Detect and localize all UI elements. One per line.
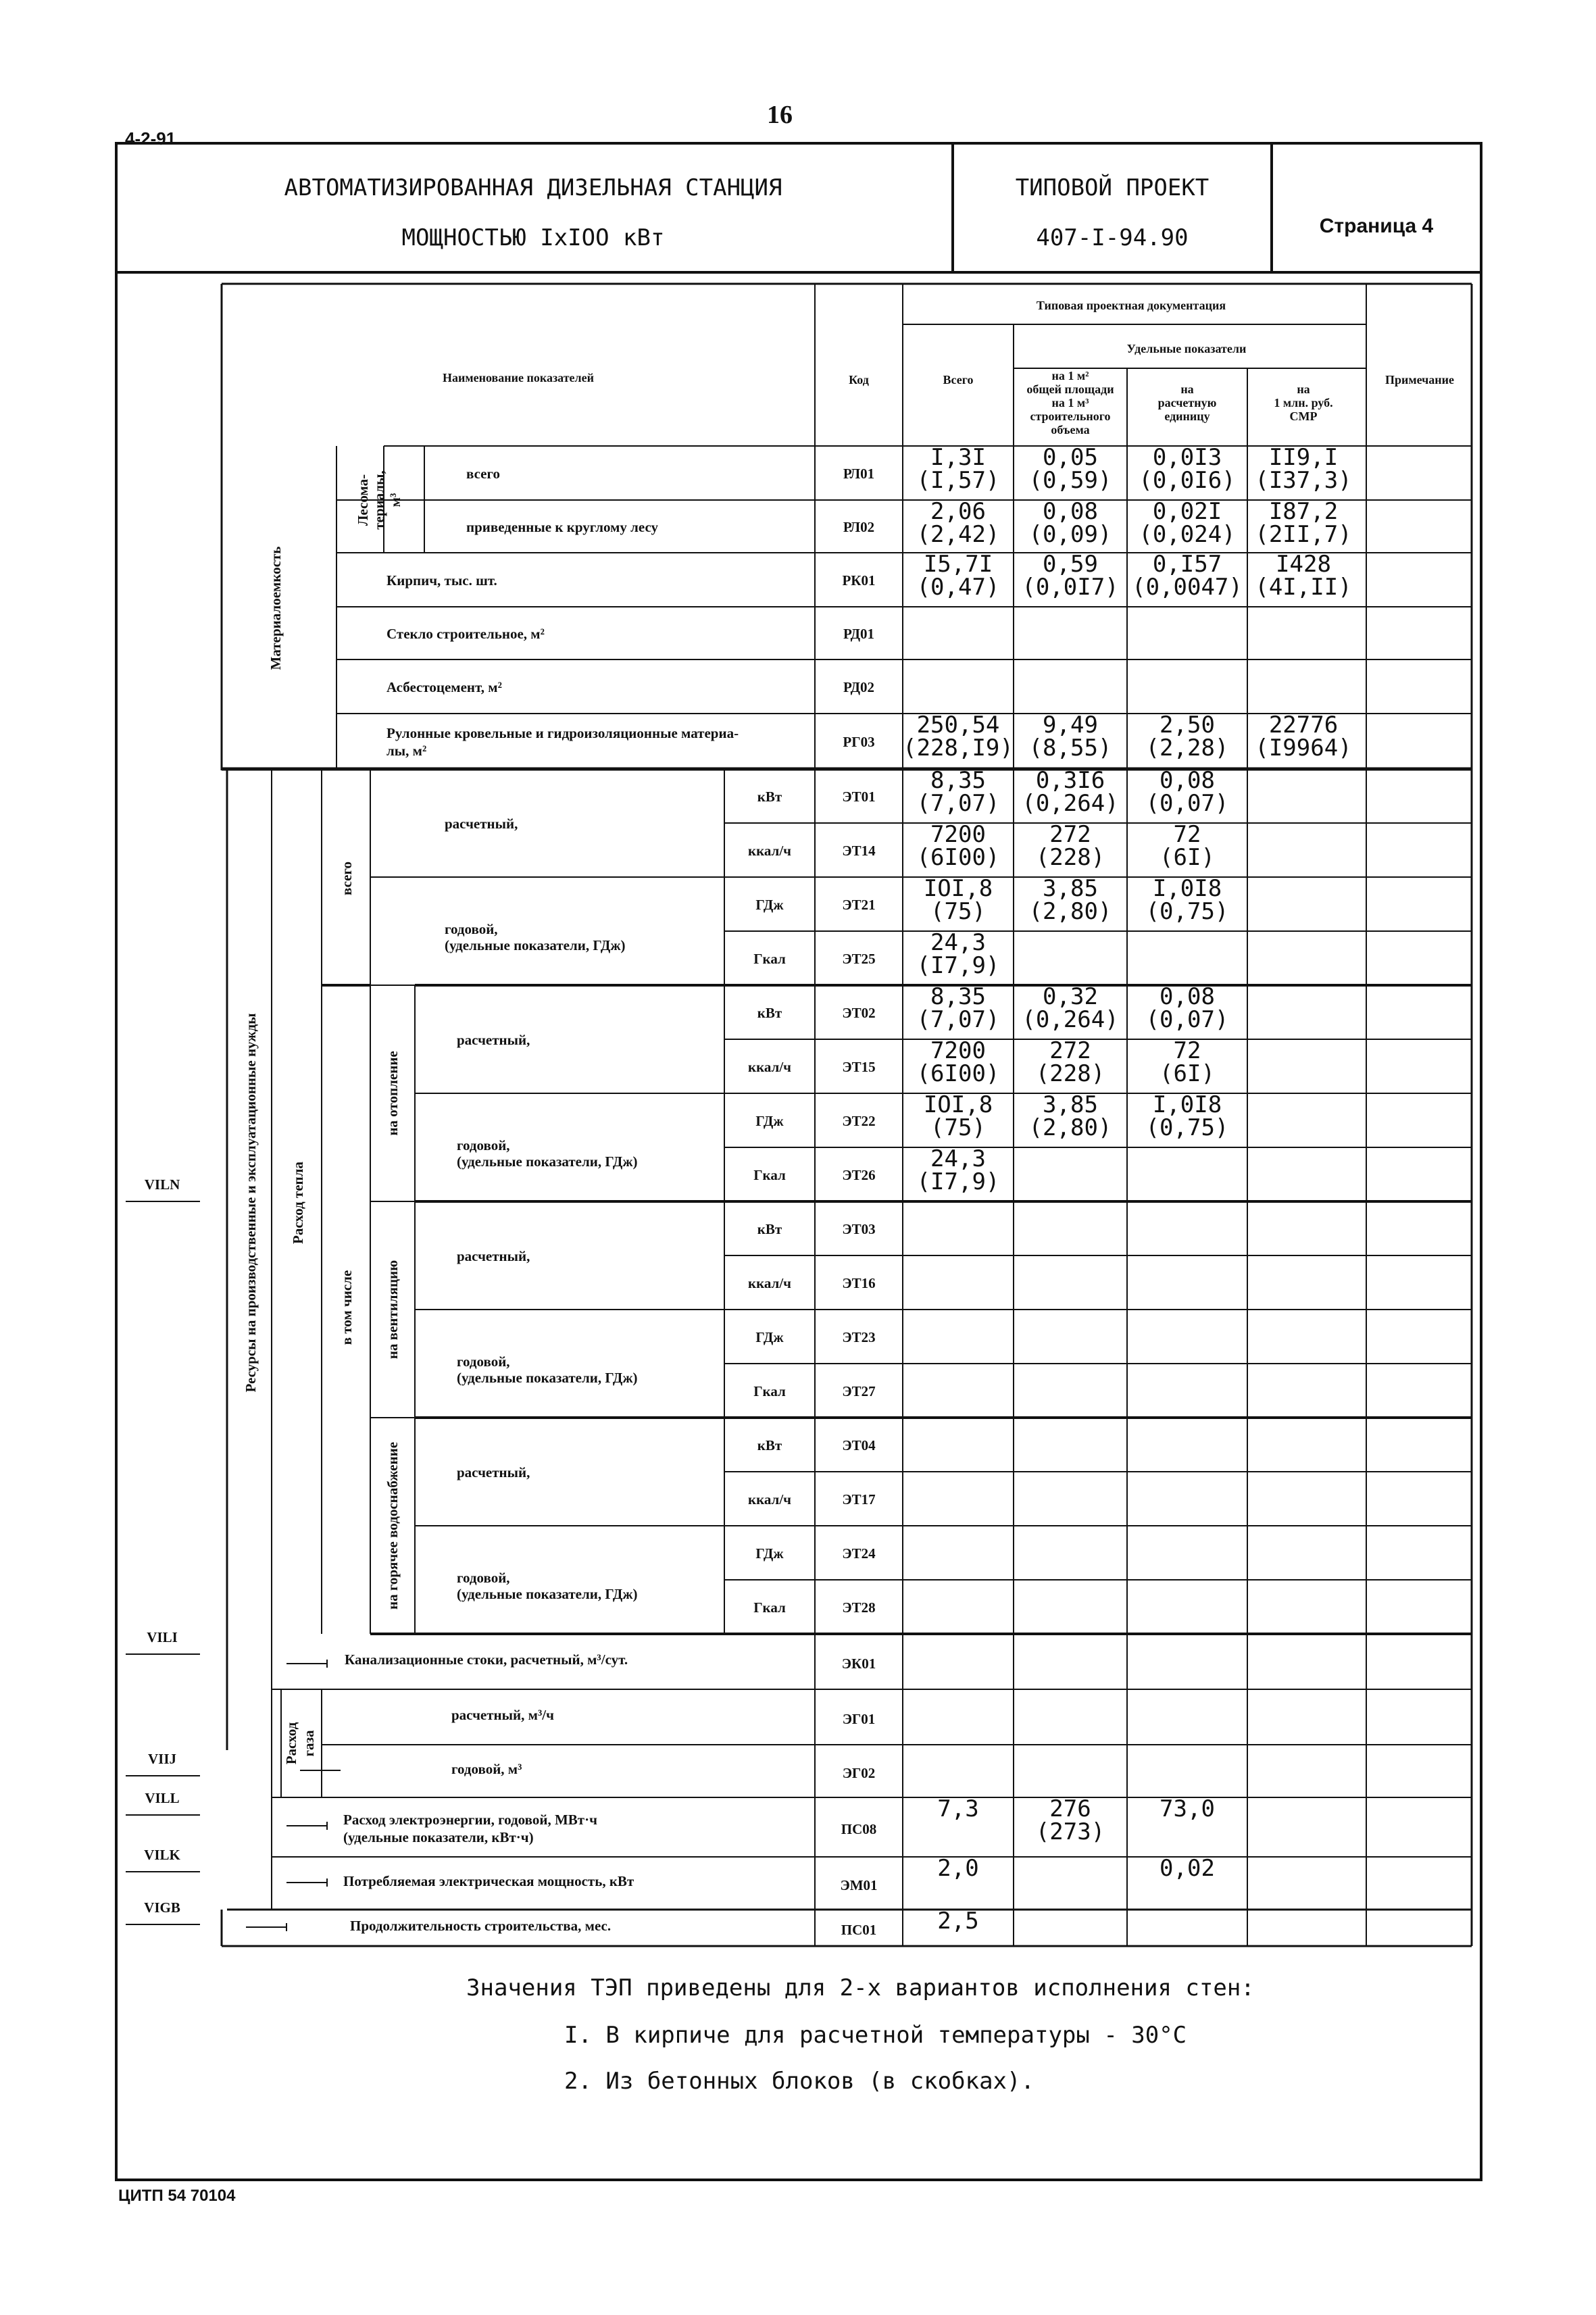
- heat-total-value: (I7,9): [916, 952, 1000, 979]
- header-note: Примечание: [1385, 373, 1455, 387]
- header-specific: Удельные показатели: [1126, 342, 1247, 355]
- side-label: VIGB: [144, 1899, 180, 1916]
- material-total-value: I,3I: [930, 444, 986, 471]
- heat-annual-label: годовой,: [457, 1137, 510, 1153]
- heat-unit-label: ккал/ч: [747, 1491, 792, 1508]
- material-row-code: РЛ01: [843, 466, 875, 482]
- resource-row-label: Канализационные стоки, расчетный, м³/сут.: [345, 1651, 628, 1668]
- material-per-m2-value: (0,0I7): [1022, 574, 1119, 601]
- heat-unit-label: ккал/ч: [747, 1275, 792, 1291]
- resource-row-label: Потребляемая электрическая мощность, кВт: [343, 1873, 634, 1889]
- heat-per-unit-value: 0,08: [1159, 767, 1215, 794]
- heat-unit-label: ккал/ч: [747, 1059, 792, 1075]
- material-per-mln-value: 22776: [1268, 712, 1339, 739]
- group-ventilation: на вентиляцию: [384, 1260, 401, 1360]
- heat-unit-label: кВт: [757, 1437, 782, 1453]
- heat-per-m2-value: (2,80): [1028, 898, 1112, 925]
- heat-per-unit-value: (6I): [1159, 844, 1215, 871]
- group-materials: Материалоемкость: [268, 546, 284, 670]
- heat-per-unit-value: 72: [1173, 1037, 1201, 1064]
- group-including: в том числе: [339, 1270, 355, 1345]
- heat-total-value: (I7,9): [916, 1168, 1000, 1195]
- heat-row-code: ЭТ23: [842, 1329, 876, 1345]
- resource-total-value: 7,3: [937, 1795, 979, 1822]
- heat-unit-label: ГДж: [755, 1113, 784, 1129]
- material-per-unit-value: 0,02I: [1152, 498, 1222, 525]
- heat-total-value: IOI,8: [923, 875, 993, 902]
- heat-total-value: (7,07): [916, 1006, 1000, 1033]
- resource-row-code: ЭК01: [841, 1656, 876, 1672]
- material-row-label: Асбестоцемент, м²: [386, 679, 502, 695]
- heat-unit-label: Гкал: [753, 1383, 786, 1399]
- material-per-m2-value: (0,09): [1028, 521, 1112, 548]
- material-per-mln-value: (I37,3): [1255, 467, 1352, 494]
- resource-row-code: ЭМ01: [840, 1877, 878, 1893]
- material-total-value: 2,06: [930, 498, 986, 525]
- material-per-m2-value: 0,08: [1043, 498, 1098, 525]
- resource-per-m2-value: 276: [1049, 1795, 1091, 1822]
- resource-row-label: Расход электроэнергии, годовой, МВт·ч: [343, 1812, 597, 1828]
- heat-row-code: ЭТ04: [842, 1437, 876, 1453]
- heat-per-unit-value: I,0I8: [1152, 875, 1222, 902]
- heat-total-value: 24,3: [930, 929, 986, 956]
- group-lumber: м³: [387, 493, 403, 507]
- heat-total-value: (6I00): [916, 1060, 1000, 1087]
- material-per-m2-value: (0,59): [1028, 467, 1112, 494]
- group-resources: Ресурсы на производственные и эксплуатационные нужды: [243, 1013, 259, 1393]
- material-total-value: (I,57): [916, 467, 1000, 494]
- sheet-label: Страница 4: [1319, 215, 1434, 237]
- group-total: всего: [339, 861, 355, 896]
- heat-annual-label: (удельные показатели, ГДж): [457, 1153, 638, 1170]
- material-per-mln-value: (2II,7): [1255, 521, 1352, 548]
- material-per-m2-value: (8,55): [1028, 735, 1112, 762]
- material-per-unit-value: (0,0I6): [1139, 467, 1236, 494]
- material-per-m2-value: 9,49: [1043, 712, 1098, 739]
- header-per-unit: единицу: [1164, 409, 1210, 423]
- header-per-m2: на 1 м³: [1051, 396, 1089, 409]
- header-typical-docs: Типовая проектная документация: [1036, 299, 1226, 312]
- heat-unit-label: Гкал: [753, 951, 786, 967]
- heat-per-m2-value: 3,85: [1043, 875, 1098, 902]
- side-label: VILK: [144, 1847, 180, 1863]
- heat-row-code: ЭТ17: [842, 1491, 876, 1508]
- heat-unit-label: кВт: [757, 789, 782, 805]
- heat-total-value: 7200: [930, 1037, 986, 1064]
- heat-per-m2-value: (228): [1035, 1060, 1105, 1087]
- header-total: Всего: [943, 373, 974, 387]
- header-per-mln: на: [1297, 382, 1310, 396]
- heat-per-unit-value: I,0I8: [1152, 1091, 1222, 1118]
- page-number: 16: [767, 101, 793, 129]
- heat-row-code: ЭТ24: [842, 1545, 876, 1562]
- header-per-unit: на: [1180, 382, 1194, 396]
- footer-code: ЦИТП 54 70104: [118, 2187, 236, 2205]
- header-per-m2: объема: [1051, 423, 1090, 437]
- heat-row-code: ЭТ02: [842, 1005, 876, 1021]
- group-lumber: Лесома-: [355, 474, 371, 526]
- material-row-label: лы, м²: [386, 743, 427, 759]
- resource-row-code: ЭГ01: [842, 1711, 876, 1727]
- group-gas: газа: [301, 1730, 317, 1757]
- group-lumber: териалы,: [371, 470, 387, 530]
- material-row-code: РГ03: [843, 734, 875, 750]
- material-per-mln-value: I87,2: [1268, 498, 1339, 525]
- group-gas: Расход: [283, 1722, 299, 1765]
- heat-unit-label: кВт: [757, 1221, 782, 1237]
- heat-per-m2-value: 272: [1049, 1037, 1091, 1064]
- heat-row-code: ЭТ16: [842, 1275, 876, 1291]
- header-per-mln: СМР: [1289, 409, 1318, 423]
- heat-row-code: ЭТ14: [842, 843, 876, 859]
- heat-annual-label: (удельные показатели, ГДж): [445, 937, 626, 953]
- material-row-code: РК01: [842, 572, 876, 589]
- material-total-value: 250,54: [916, 712, 1000, 739]
- heat-calc-label: расчетный,: [457, 1248, 530, 1264]
- heat-row-code: ЭТ28: [842, 1599, 876, 1616]
- heat-row-code: ЭТ22: [842, 1113, 876, 1129]
- group-heat: Расход тепла: [290, 1162, 306, 1244]
- material-per-unit-value: 0,I57: [1152, 551, 1222, 578]
- heat-row-code: ЭТ25: [842, 951, 876, 967]
- resource-total-value: 2,5: [937, 1908, 979, 1935]
- material-per-m2-value: 0,05: [1043, 444, 1098, 471]
- resource-row-label: (удельные показатели, кВт·ч): [343, 1829, 534, 1845]
- heat-total-value: (75): [930, 1114, 986, 1141]
- heat-row-code: ЭТ01: [842, 789, 876, 805]
- heat-row-code: ЭТ03: [842, 1221, 876, 1237]
- resource-row-code: ЭГ02: [842, 1765, 876, 1781]
- resource-row-code: ПС01: [841, 1922, 877, 1938]
- heat-per-m2-value: 0,32: [1043, 983, 1098, 1010]
- group-heating: на отопление: [384, 1051, 401, 1136]
- side-label: VILI: [147, 1629, 178, 1645]
- material-per-mln-value: I428: [1276, 551, 1331, 578]
- heat-unit-label: Гкал: [753, 1167, 786, 1183]
- resource-per-unit-value: 0,02: [1159, 1855, 1215, 1882]
- heat-per-unit-value: (0,07): [1145, 1006, 1229, 1033]
- heat-row-code: ЭТ15: [842, 1059, 876, 1075]
- note-line-2: I. В кирпиче для расчетной температуры - 30°С: [564, 2022, 1187, 2049]
- note-line-3: 2. Из бетонных блоков (в скобках).: [564, 2068, 1034, 2095]
- material-row-label: приведенные к круглому лесу: [466, 519, 659, 535]
- heat-total-value: 8,35: [930, 767, 986, 794]
- material-per-mln-value: (4I,II): [1255, 574, 1352, 601]
- heat-row-code: ЭТ21: [842, 897, 876, 913]
- resource-row-label: расчетный, м³/ч: [451, 1707, 554, 1723]
- heat-row-code: ЭТ26: [842, 1167, 876, 1183]
- heat-per-unit-value: (6I): [1159, 1060, 1215, 1087]
- material-row-code: РЛ02: [843, 519, 875, 535]
- resource-total-value: 2,0: [937, 1855, 979, 1882]
- heat-total-value: (6I00): [916, 844, 1000, 871]
- heat-total-value: (7,07): [916, 790, 1000, 817]
- material-per-unit-value: (2,28): [1145, 735, 1229, 762]
- heat-per-m2-value: (0,264): [1022, 790, 1119, 817]
- side-label: VILL: [145, 1790, 180, 1806]
- material-total-value: (228,I9): [903, 735, 1014, 762]
- title-line-1: АВТОМАТИЗИРОВАННАЯ ДИЗЕЛЬНАЯ СТАНЦИЯ: [284, 174, 782, 201]
- heat-annual-label: годовой,: [457, 1570, 510, 1586]
- heat-calc-label: расчетный,: [445, 816, 518, 832]
- material-per-m2-value: 0,59: [1043, 551, 1098, 578]
- project-label: ТИПОВОЙ ПРОЕКТ: [1015, 174, 1210, 201]
- heat-annual-label: (удельные показатели, ГДж): [457, 1586, 638, 1602]
- title-line-2: МОЩНОСТЬЮ IxIOO кВт: [401, 224, 665, 251]
- heat-per-m2-value: 3,85: [1043, 1091, 1098, 1118]
- heat-annual-label: (удельные показатели, ГДж): [457, 1370, 638, 1386]
- header-per-unit: расчетную: [1157, 396, 1217, 409]
- heat-row-code: ЭТ27: [842, 1383, 876, 1399]
- header-name-column: Наименование показателей: [442, 371, 595, 384]
- resource-row-code: ПС08: [841, 1821, 877, 1837]
- material-per-unit-value: (0,024): [1139, 521, 1236, 548]
- heat-total-value: IOI,8: [923, 1091, 993, 1118]
- material-row-code: РД02: [843, 679, 875, 695]
- group-hot-water: на горячее водоснабжение: [384, 1441, 401, 1610]
- header-per-m2: общей площади: [1026, 382, 1114, 396]
- resource-per-unit-value: 73,0: [1159, 1795, 1215, 1822]
- heat-per-unit-value: (0,75): [1145, 898, 1229, 925]
- material-row-label: Кирпич, тыс. шт.: [386, 572, 497, 589]
- heat-annual-label: годовой,: [445, 921, 498, 937]
- heat-unit-label: ГДж: [755, 1545, 784, 1562]
- heat-total-value: 7200: [930, 821, 986, 848]
- material-row-code: РД01: [843, 626, 875, 642]
- side-label: VILN: [144, 1176, 180, 1193]
- resource-row-label: Продолжительность строительства, мес.: [350, 1918, 612, 1934]
- resource-row-label: годовой, м³: [451, 1761, 522, 1777]
- header-per-m2: на 1 м²: [1051, 369, 1089, 382]
- material-per-mln-value: II9,I: [1268, 444, 1339, 471]
- material-per-unit-value: (0,0047): [1132, 574, 1243, 601]
- heat-unit-label: ккал/ч: [747, 843, 792, 859]
- header-per-m2: строительного: [1030, 409, 1111, 423]
- document-code: 4-2-91: [125, 128, 176, 149]
- heat-calc-label: расчетный,: [457, 1032, 530, 1048]
- material-per-unit-value: 2,50: [1159, 712, 1215, 739]
- material-per-unit-value: 0,0I3: [1152, 444, 1222, 471]
- heat-unit-label: Гкал: [753, 1599, 786, 1616]
- heat-per-unit-value: (0,07): [1145, 790, 1229, 817]
- heat-per-m2-value: (228): [1035, 844, 1105, 871]
- heat-per-m2-value: (2,80): [1028, 1114, 1112, 1141]
- heat-per-unit-value: 0,08: [1159, 983, 1215, 1010]
- project-number: 407-I-94.90: [1036, 224, 1189, 251]
- heat-unit-label: ГДж: [755, 897, 784, 913]
- heat-per-m2-value: (0,264): [1022, 1006, 1119, 1033]
- header-code-column: Код: [849, 373, 869, 387]
- heat-total-value: 24,3: [930, 1145, 986, 1172]
- note-line-1: Значения ТЭП приведены для 2-х вариантов исполнения стен:: [466, 1974, 1255, 2001]
- heat-calc-label: расчетный,: [457, 1464, 530, 1480]
- header-per-mln: 1 млн. руб.: [1274, 396, 1333, 409]
- heat-total-value: (75): [930, 898, 986, 925]
- heat-unit-label: ГДж: [755, 1329, 784, 1345]
- material-per-mln-value: (I9964): [1255, 735, 1352, 762]
- material-total-value: I5,7I: [923, 551, 993, 578]
- heat-per-unit-value: (0,75): [1145, 1114, 1229, 1141]
- heat-per-unit-value: 72: [1173, 821, 1201, 848]
- heat-total-value: 8,35: [930, 983, 986, 1010]
- heat-per-m2-value: 272: [1049, 821, 1091, 848]
- material-total-value: (2,42): [916, 521, 1000, 548]
- material-total-value: (0,47): [916, 574, 1000, 601]
- heat-annual-label: годовой,: [457, 1353, 510, 1370]
- material-row-label: всего: [466, 466, 501, 482]
- heat-unit-label: кВт: [757, 1005, 782, 1021]
- side-label: VIIJ: [147, 1751, 177, 1767]
- material-row-label: Рулонные кровельные и гидроизоляционные материа-: [386, 725, 739, 741]
- resource-per-m2-value: (273): [1035, 1818, 1105, 1845]
- heat-per-m2-value: 0,3I6: [1035, 767, 1105, 794]
- material-row-label: Стекло строительное, м²: [386, 626, 545, 642]
